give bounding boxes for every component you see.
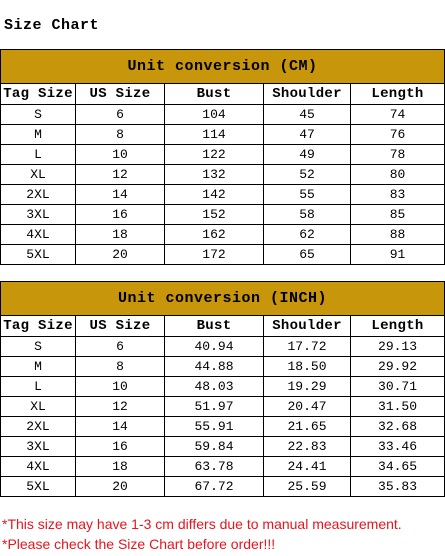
table-cell: 35.83	[351, 477, 445, 497]
size-table-cm	[0, 49, 445, 265]
table-cell: 52	[264, 165, 351, 185]
column-header: Bust	[165, 316, 264, 337]
table-cell: 114	[165, 125, 264, 145]
table-cell: 24.41	[264, 457, 351, 477]
table-cell: 67.72	[165, 477, 264, 497]
table-cell: 76	[351, 125, 445, 145]
table-banner: Unit conversion (INCH)	[1, 282, 445, 316]
table-cell: 29.92	[351, 357, 445, 377]
measurement-note: *This size may have 1-3 cm differs due to manual measurement.	[2, 516, 402, 532]
order-note: *Please check the Size Chart before order!!!	[2, 536, 276, 552]
page-title: Size Chart	[4, 17, 100, 34]
table-cell: 29.13	[351, 337, 445, 357]
header-row	[1, 316, 445, 337]
table-banner: Unit conversion (CM)	[1, 50, 445, 84]
column-header: Length	[351, 84, 445, 105]
table-cell: 172	[165, 245, 264, 265]
table-row	[1, 145, 445, 165]
table-cell: 83	[351, 185, 445, 205]
table-row	[1, 377, 445, 397]
column-header: US Size	[76, 84, 165, 105]
table-cell: 91	[351, 245, 445, 265]
table-cell: 49	[264, 145, 351, 165]
table-cell: 18	[76, 457, 165, 477]
table-cell: L	[1, 377, 76, 397]
table-cell: 4XL	[1, 457, 76, 477]
table-cell: 12	[76, 165, 165, 185]
table-row	[1, 417, 445, 437]
table-cell: M	[1, 125, 76, 145]
table-cell: 88	[351, 225, 445, 245]
table-cell: 80	[351, 165, 445, 185]
table-cell: 63.78	[165, 457, 264, 477]
table-row	[1, 185, 445, 205]
header-row	[1, 84, 445, 105]
table-cell: 55.91	[165, 417, 264, 437]
table-cell: 162	[165, 225, 264, 245]
table-cell: 19.29	[264, 377, 351, 397]
table-cell: 12	[76, 397, 165, 417]
table-cell: M	[1, 357, 76, 377]
table-cell: 3XL	[1, 205, 76, 225]
table-cell: 152	[165, 205, 264, 225]
table-cell: 8	[76, 125, 165, 145]
table-cell: 20.47	[264, 397, 351, 417]
table-row	[1, 205, 445, 225]
table-row	[1, 437, 445, 457]
table-cell: 104	[165, 105, 264, 125]
table-cell: 22.83	[264, 437, 351, 457]
table-cell: 47	[264, 125, 351, 145]
table-cell: 5XL	[1, 477, 76, 497]
column-header: Shoulder	[264, 84, 351, 105]
table-cell: 48.03	[165, 377, 264, 397]
table-cell: 32.68	[351, 417, 445, 437]
table-cell: 5XL	[1, 245, 76, 265]
table-cell: 4XL	[1, 225, 76, 245]
table-cell: 55	[264, 185, 351, 205]
column-header: Length	[351, 316, 445, 337]
table-cell: 51.97	[165, 397, 264, 417]
table-cell: 16	[76, 437, 165, 457]
table-row	[1, 105, 445, 125]
table-row	[1, 457, 445, 477]
table-row	[1, 477, 445, 497]
table-cell: 8	[76, 357, 165, 377]
column-header: Tag Size	[1, 84, 76, 105]
table-cell: 44.88	[165, 357, 264, 377]
table-cell: 6	[76, 337, 165, 357]
table-cell: 78	[351, 145, 445, 165]
table-cell: 14	[76, 417, 165, 437]
table-row	[1, 397, 445, 417]
table-cell: 74	[351, 105, 445, 125]
table-cell: 59.84	[165, 437, 264, 457]
table-cell: 17.72	[264, 337, 351, 357]
table-cell: 25.59	[264, 477, 351, 497]
table-cell: 142	[165, 185, 264, 205]
column-header: US Size	[76, 316, 165, 337]
table-row	[1, 125, 445, 145]
table-cell: L	[1, 145, 76, 165]
table-cell: 10	[76, 377, 165, 397]
column-header: Bust	[165, 84, 264, 105]
table-cell: 10	[76, 145, 165, 165]
table-row	[1, 165, 445, 185]
table-row	[1, 337, 445, 357]
table-cell: 18	[76, 225, 165, 245]
column-header: Tag Size	[1, 316, 76, 337]
table-cell: 16	[76, 205, 165, 225]
table-cell: 34.65	[351, 457, 445, 477]
table-row	[1, 225, 445, 245]
table-cell: 14	[76, 185, 165, 205]
table-cell: 122	[165, 145, 264, 165]
table-cell: S	[1, 105, 76, 125]
table-cell: 85	[351, 205, 445, 225]
table-cell: 30.71	[351, 377, 445, 397]
table-cell: 45	[264, 105, 351, 125]
table-row	[1, 357, 445, 377]
table-cell: 20	[76, 477, 165, 497]
table-cell: 21.65	[264, 417, 351, 437]
table-cell: 6	[76, 105, 165, 125]
size-table-inch	[0, 281, 445, 497]
table-cell: 132	[165, 165, 264, 185]
table-cell: XL	[1, 397, 76, 417]
table-cell: XL	[1, 165, 76, 185]
table-cell: 2XL	[1, 185, 76, 205]
table-cell: 2XL	[1, 417, 76, 437]
table-cell: 62	[264, 225, 351, 245]
table-cell: 33.46	[351, 437, 445, 457]
column-header: Shoulder	[264, 316, 351, 337]
table-row	[1, 245, 445, 265]
table-cell: 31.50	[351, 397, 445, 417]
table-cell: 58	[264, 205, 351, 225]
table-cell: 20	[76, 245, 165, 265]
table-cell: 40.94	[165, 337, 264, 357]
table-cell: 65	[264, 245, 351, 265]
table-cell: S	[1, 337, 76, 357]
table-cell: 18.50	[264, 357, 351, 377]
table-cell: 3XL	[1, 437, 76, 457]
